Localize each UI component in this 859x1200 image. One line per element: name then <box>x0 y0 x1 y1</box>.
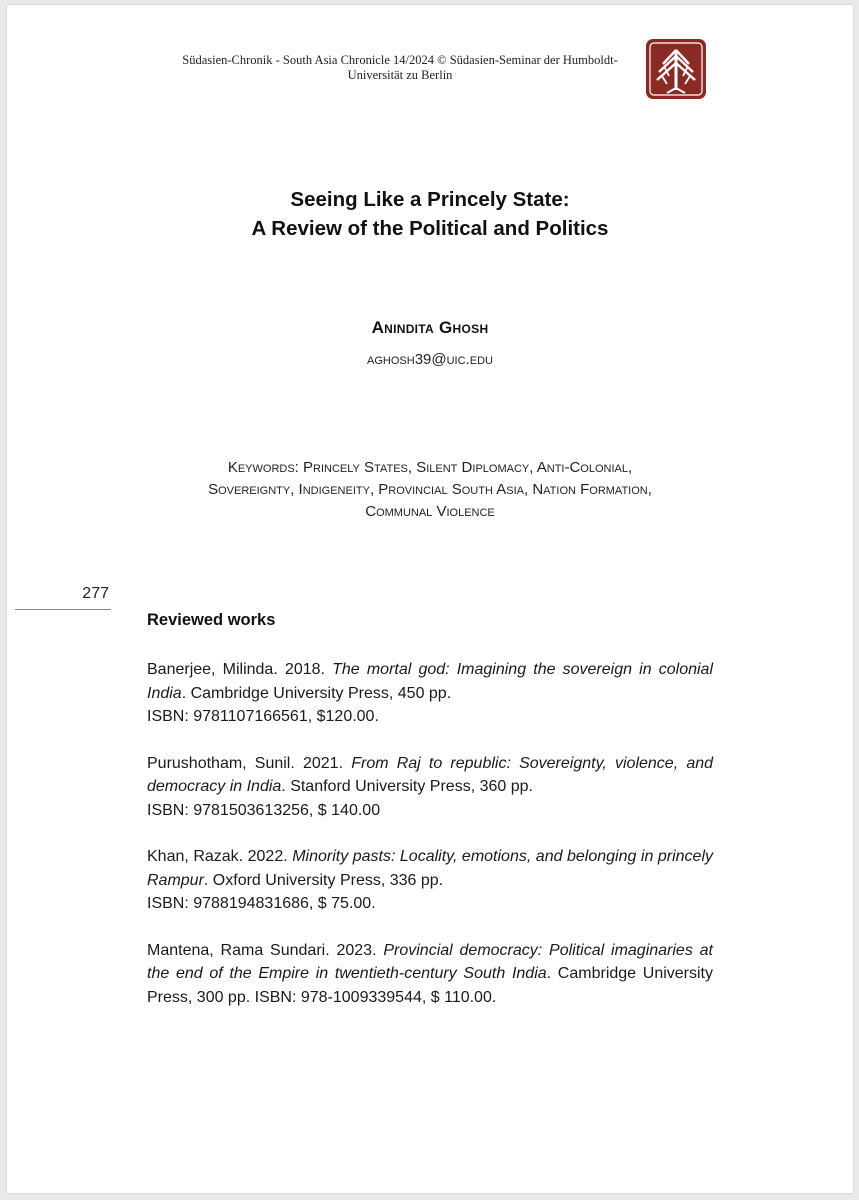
reviewed-work-item <box>147 752 713 823</box>
page-number-rule <box>15 609 111 610</box>
reviewed-work-item <box>147 845 713 916</box>
author-email: aghosh39@uic.edu <box>367 351 493 368</box>
work-isbn: ISBN: 9781107166561, $120.00. <box>147 708 379 725</box>
author-name: Anindita Ghosh <box>371 318 489 337</box>
page-number: 277 <box>82 585 109 602</box>
article-title-line2: A Review of the Political and Politics <box>251 217 609 240</box>
work-isbn: ISBN: 978-1009339544, $ 110.00. <box>254 988 497 1006</box>
work-publisher: . Cambridge University Press, 450 pp. <box>181 684 452 702</box>
journal-header <box>155 53 645 83</box>
work-isbn: ISBN: 9781503613256, $ 140.00 <box>147 801 381 819</box>
work-author-year: Purushotham, Sunil. 2021. <box>147 754 344 772</box>
keywords-line3: Communal Violence <box>365 503 495 520</box>
article-title-line1: Seeing Like a Princely State: <box>290 188 570 211</box>
reviewed-work-item <box>147 658 713 729</box>
reviewed-works-heading: Reviewed works <box>147 611 276 629</box>
work-isbn: ISBN: 9788194831686, $ 75.00. <box>147 895 376 912</box>
work-title: Provincial democracy: Political imaginaries at the end of the Empire in twentieth-century South India <box>147 941 713 982</box>
reviewed-works-list <box>147 658 713 1032</box>
work-title: From Raj to republic: Sovereignty, violence, and democracy in India <box>147 754 714 795</box>
keywords <box>137 457 723 523</box>
journal-header-line1: Südasien-Chronik - South Asia Chronicle 14/2024 © Südasien-Seminar der Humboldt- <box>182 53 618 67</box>
reviewed-work-item <box>147 939 713 1010</box>
work-title: The mortal god: Imagining the sovereign in colonial India <box>147 661 714 702</box>
keywords-line2: Sovereignty, Indigeneity, Provincial South Asia, Nation Formation, <box>208 481 652 498</box>
work-publisher: . Stanford University Press, 360 pp. <box>281 778 533 795</box>
work-author-year: Banerjee, Milinda. 2018. <box>147 661 325 678</box>
work-author-year: Mantena, Rama Sundari. 2023. <box>147 941 377 959</box>
work-title: Minority pasts: Locality, emotions, and belonging in princely Rampur <box>147 848 713 889</box>
keywords-line1: Keywords: Princely States, Silent Diplomacy, Anti-Colonial, <box>227 459 633 476</box>
tree-logo-icon <box>645 38 707 100</box>
work-publisher: . Cambridge University Press, 300 pp. <box>147 965 714 1006</box>
journal-header-line2: Universität zu Berlin <box>347 68 453 82</box>
work-author-year: Khan, Razak. 2022. <box>147 848 288 865</box>
work-publisher: . Oxford University Press, 336 pp. <box>203 871 444 889</box>
article-title <box>107 185 753 243</box>
document-page <box>7 5 853 1193</box>
